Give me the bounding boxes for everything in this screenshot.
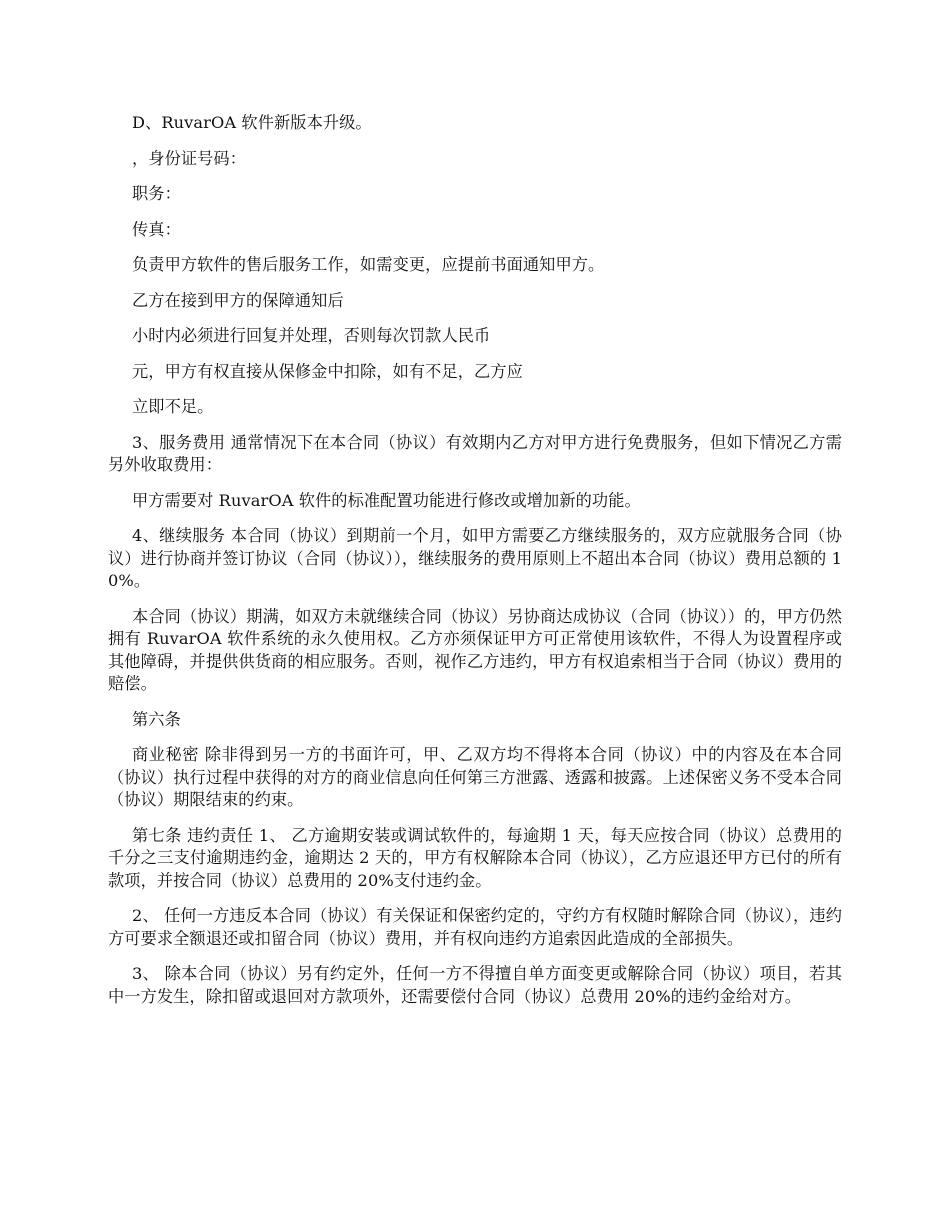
paragraph-expiry: 本合同（协议）期满，如双方未就继续合同（协议）另协商达成协议（合同（协议））的，甲方仍然拥有 RuvarOA 软件系统的永久使用权。乙方亦须保证甲方可正常使用该软件，不得人为设置程序或其他障碍，并提供供货商的相应服务。否则，视作乙方违约，甲方有权追索相当于合同（协议）费用的赔偿。 <box>108 606 842 693</box>
paragraph-upgrade: D、RuvarOA 软件新版本升级。 <box>132 113 372 132</box>
paragraph-supplement: 立即不足。 <box>132 397 214 416</box>
paragraph-breach-3: 3、 除本合同（协议）另有约定外，任何一方不得擅自单方面变更或解除合同（协议）项目，若其中一方发生，除扣留或退回对方款项外，还需要偿付合同（协议）总费用 20%的违约金给对方。 <box>108 964 842 1006</box>
paragraph-deduction: 元，甲方有权直接从保修金中扣除，如有不足，乙方应 <box>132 361 523 381</box>
paragraph-breach-1: 第七条 违约责任 1、 乙方逾期安装或调试软件的，每逾期 1 天，每天应按合同（协议）总费用的千分之三支付逾期违约金，逾期达 2 天的，甲方有权解除本合同（协议），乙方应退还甲方已付的所有款项，并按合同（协议）总费用的 20%支付违约金。 <box>108 825 842 890</box>
paragraph-continued-service: 4、继续服务 本合同（协议）到期前一个月，如甲方需要乙方继续服务的，双方应就服务合同（协议）进行协商并签订协议（合同（协议）），继续服务的费用原则上不超出本合同（协议）费用总额的 10%。 <box>108 526 842 590</box>
paragraph-service-fee: 3、服务费用 通常情况下在本合同（协议）有效期内乙方对甲方进行免费服务，但如下情况乙方需另外收取费用： <box>108 432 842 474</box>
paragraph-breach-2: 2、 任何一方违反本合同（协议）有关保证和保密约定的，守约方有权随时解除合同（协议），违约方可要求全额退还或扣留合同（协议）费用，并有权向违约方追索因此造成的全部损失。 <box>108 906 842 948</box>
paragraph-id-number: ，身份证号码： <box>132 148 247 168</box>
paragraph-fax: 传真： <box>132 219 181 239</box>
paragraph-customization: 甲方需要对 RuvarOA 软件的标准配置功能进行修改或增加新的功能。 <box>132 490 641 510</box>
paragraph-notice: 乙方在接到甲方的保障通知后 <box>132 290 344 310</box>
paragraph-after-sales: 负责甲方软件的售后服务工作，如需变更，应提前书面通知甲方。 <box>132 255 605 274</box>
paragraph-position: 职务： <box>132 184 181 203</box>
paragraph-trade-secret: 商业秘密 除非得到另一方的书面许可，甲、乙双方均不得将本合同（协议）中的内容及在本合同（协议）执行过程中获得的对方的商业信息向任何第三方泄露、透露和披露。上述保密义务不受本合同（协议）期限结束的约束。 <box>108 745 842 809</box>
article-six-heading: 第六条 <box>132 709 181 729</box>
paragraph-response-time: 小时内必须进行回复并处理，否则每次罚款人民币 <box>132 326 491 345</box>
